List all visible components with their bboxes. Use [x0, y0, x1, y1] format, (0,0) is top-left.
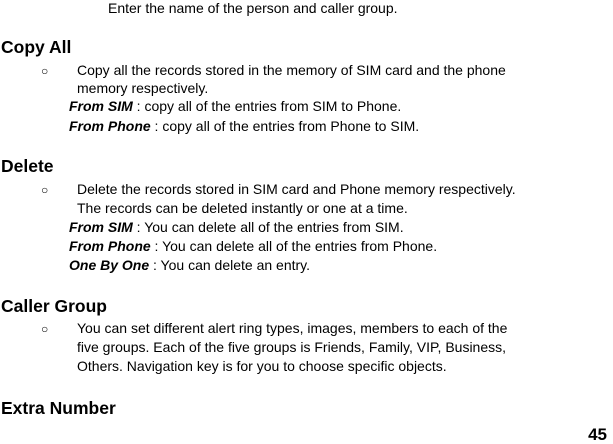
option-term: One By One	[69, 257, 150, 273]
copy-all-desc-line1: Copy all the records stored in the memory of SIM card and the phone	[77, 62, 506, 78]
copy-all-option-from-phone	[69, 117, 419, 136]
option-term: From Phone	[69, 118, 151, 134]
option-desc: : You can delete all of the entries from SIM.	[132, 219, 404, 235]
copy-all-option-from-sim	[69, 97, 401, 116]
delete-option-from-phone	[69, 237, 437, 256]
delete-desc-line2: The records can be deleted instantly or one at a time.	[77, 200, 408, 216]
option-term: From SIM	[69, 98, 133, 114]
option-term: From SIM	[69, 219, 133, 235]
delete-option-one-by-one	[69, 256, 310, 275]
heading-copy-all: Copy All	[1, 37, 72, 57]
option-term: From Phone	[69, 238, 151, 254]
intro-text: Enter the name of the person and caller group.	[108, 0, 398, 16]
caller-group-desc-line2: five groups. Each of the five groups is Friends, Family, VIP, Business,	[77, 339, 507, 355]
option-desc: : copy all of the entries from SIM to Phone.	[132, 98, 402, 114]
bullet-icon: ○	[41, 322, 49, 336]
page-number: 45	[588, 425, 607, 444]
caller-group-desc-line1: You can set different alert ring types, images, members to each of the	[77, 320, 508, 336]
option-desc: : You can delete an entry.	[149, 257, 311, 273]
delete-desc-line1: Delete the records stored in SIM card and Phone memory respectively.	[77, 181, 516, 197]
bullet-icon: ○	[41, 64, 49, 78]
option-desc: : You can delete all of the entries from Phone.	[150, 238, 438, 254]
heading-delete: Delete	[1, 156, 54, 176]
delete-option-from-sim	[69, 218, 404, 237]
heading-caller-group: Caller Group	[1, 296, 107, 316]
copy-all-desc-line2: memory respectively.	[77, 80, 209, 96]
bullet-icon: ○	[41, 183, 49, 197]
caller-group-desc-line3: Others. Navigation key is for you to choose specific objects.	[77, 358, 447, 374]
option-desc: : copy all of the entries from Phone to SIM.	[150, 118, 420, 134]
heading-extra-number: Extra Number	[1, 398, 116, 418]
